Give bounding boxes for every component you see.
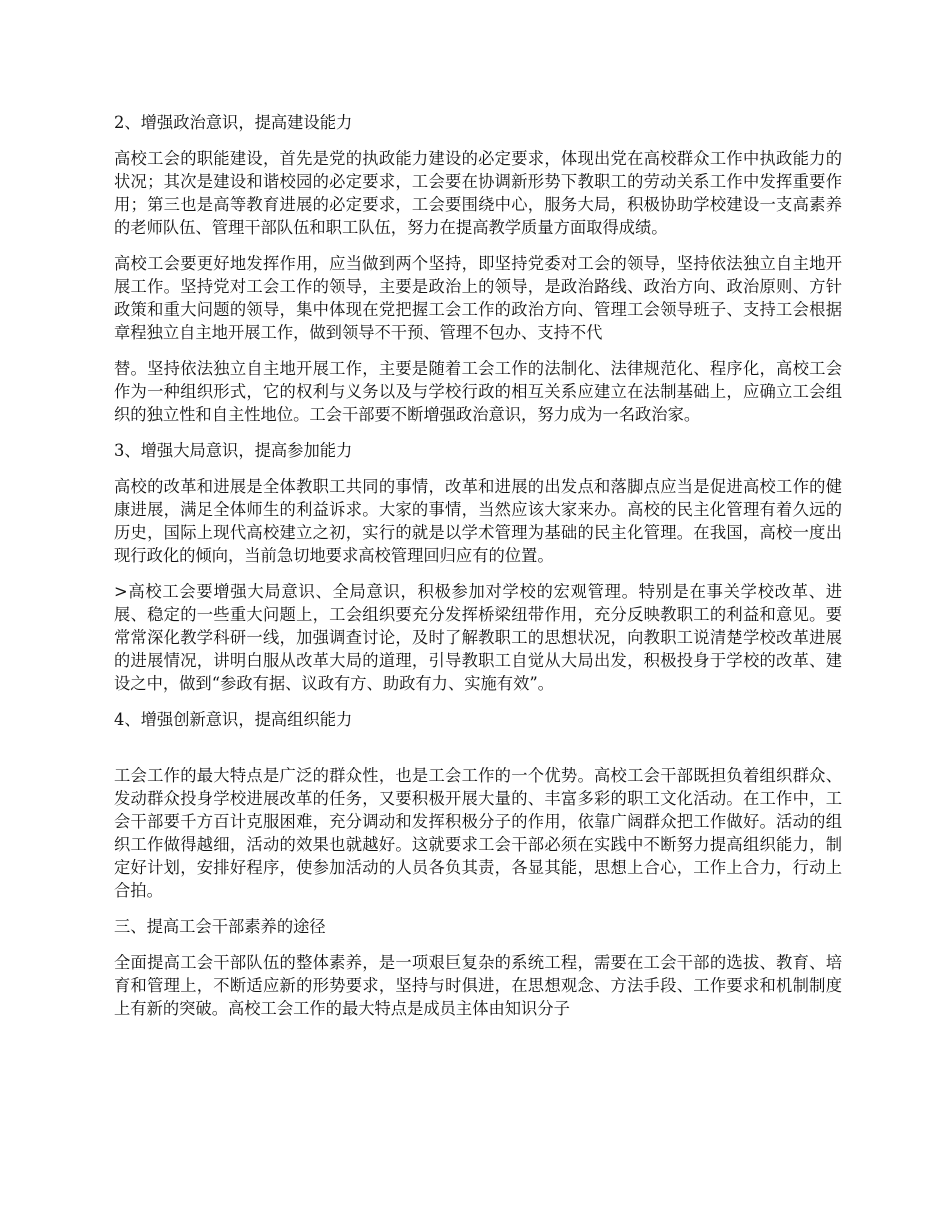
document-body (114, 111, 842, 1033)
paragraph: 替。坚持依法独立自主地开展工作，主要是随着工会工作的法制化、法律规范化、程序化，高校工会作为一种组织形式，它的权利与义务以及与学校行政的相互关系应建立在法制基础上，应确立工会组织的独立性和自主性地位。工会干部要不断增强政治意识，努力成为一名政治家。 (114, 359, 842, 424)
section-heading-improvement-approaches: 三、提高工会干部素养的途径 (114, 917, 326, 936)
paragraph: 工会工作的最大特点是广泛的群众性，也是工会工作的一个优势。高校工会干部既担负着组织群众、发动群众投身学校进展改革的任务，又要积极开展大量的、丰富多彩的职工文化活动。在工作中，工会干部要千方百计克服困难，充分调动和发挥积极分子的作用，依靠广阔群众把工作做好。活动的组织工作做得越细，活动的效果也就越好。这就要求工会干部必须在实践中不断努力提高组织能力，制定好计划，安排好程序，使参加活动的人员各负其责，各显其能，思想上合心，工作上合力，行动上合拍。 (114, 766, 842, 900)
paragraph: >高校工会要增强大局意识、全局意识，积极参加对学校的宏观管理。特别是在事关学校改革、进展、稳定的一些重大问题上，工会组织要充分发挥桥梁纽带作用，充分反映教职工的利益和意见。要常常深化教学科研一线，加强调查讨论，及时了解教职工的思想状况，向教职工说清楚学校改革进展的进展情况，讲明白服从改革大局的道理，引导教职工自觉从大局出发，积极投身于学校的改革、建设之中，做到“参政有据、议政有方、助政有力、实施有效”。 (114, 582, 842, 693)
paragraph: 全面提高工会干部队伍的整体素养，是一项艰巨复杂的系统工程，需要在工会干部的选拔、教育、培育和管理上，不断适应新的形势要求，坚持与时俱进，在思想观念、方法手段、工作要求和机制制度上有新的突破。高校工会工作的最大特点是成员主体由知识分子 (114, 953, 842, 1018)
paragraph: 高校工会的职能建设，首先是党的执政能力建设的必定要求，体现出党在高校群众工作中执政能力的状况；其次是建设和谐校园的必定要求，工会要在协调新形势下教职工的劳动关系工作中发挥重要作用；第三也是高等教育进展的必定要求，工会要围绕中心，服务大局，积极协助学校建设一支高素养的老师队伍、管理干部队伍和职工队伍，努力在提高教学质量方面取得成绩。 (114, 149, 842, 237)
paragraph: 高校的改革和进展是全体教职工共同的事情，改革和进展的出发点和落脚点应当是促进高校工作的健康进展，满足全体师生的利益诉求。大家的事情，当然应该大家来办。高校的民主化管理有着久远的历史，国际上现代高校建立之初，实行的就是以学术管理为基础的民主化管理。在我国，高校一度出现行政化的倾向，当前急切地要求高校管理回归应有的位置。 (114, 477, 842, 565)
section-heading-overall-awareness: 3、增强大局意识，提高参加能力 (114, 441, 353, 460)
section-heading-innovation-awareness: 4、增强创新意识，提高组织能力 (114, 710, 353, 729)
paragraph: 高校工会要更好地发挥作用，应当做到两个坚持，即坚持党委对工会的领导，坚持依法独立自主地开展工作。坚持党对工会工作的领导，主要是政治上的领导，是政治路线、政治方向、政治原则、方针政策和重大问题的领导，集中体现在党把握工会工作的政治方向、管理工会领导班子、支持工会根据章程独立自主地开展工作，做到领导不干预、管理不包办、支持不代 (114, 254, 842, 342)
section-heading-political-awareness: 2、增强政治意识，提高建设能力 (114, 113, 353, 132)
